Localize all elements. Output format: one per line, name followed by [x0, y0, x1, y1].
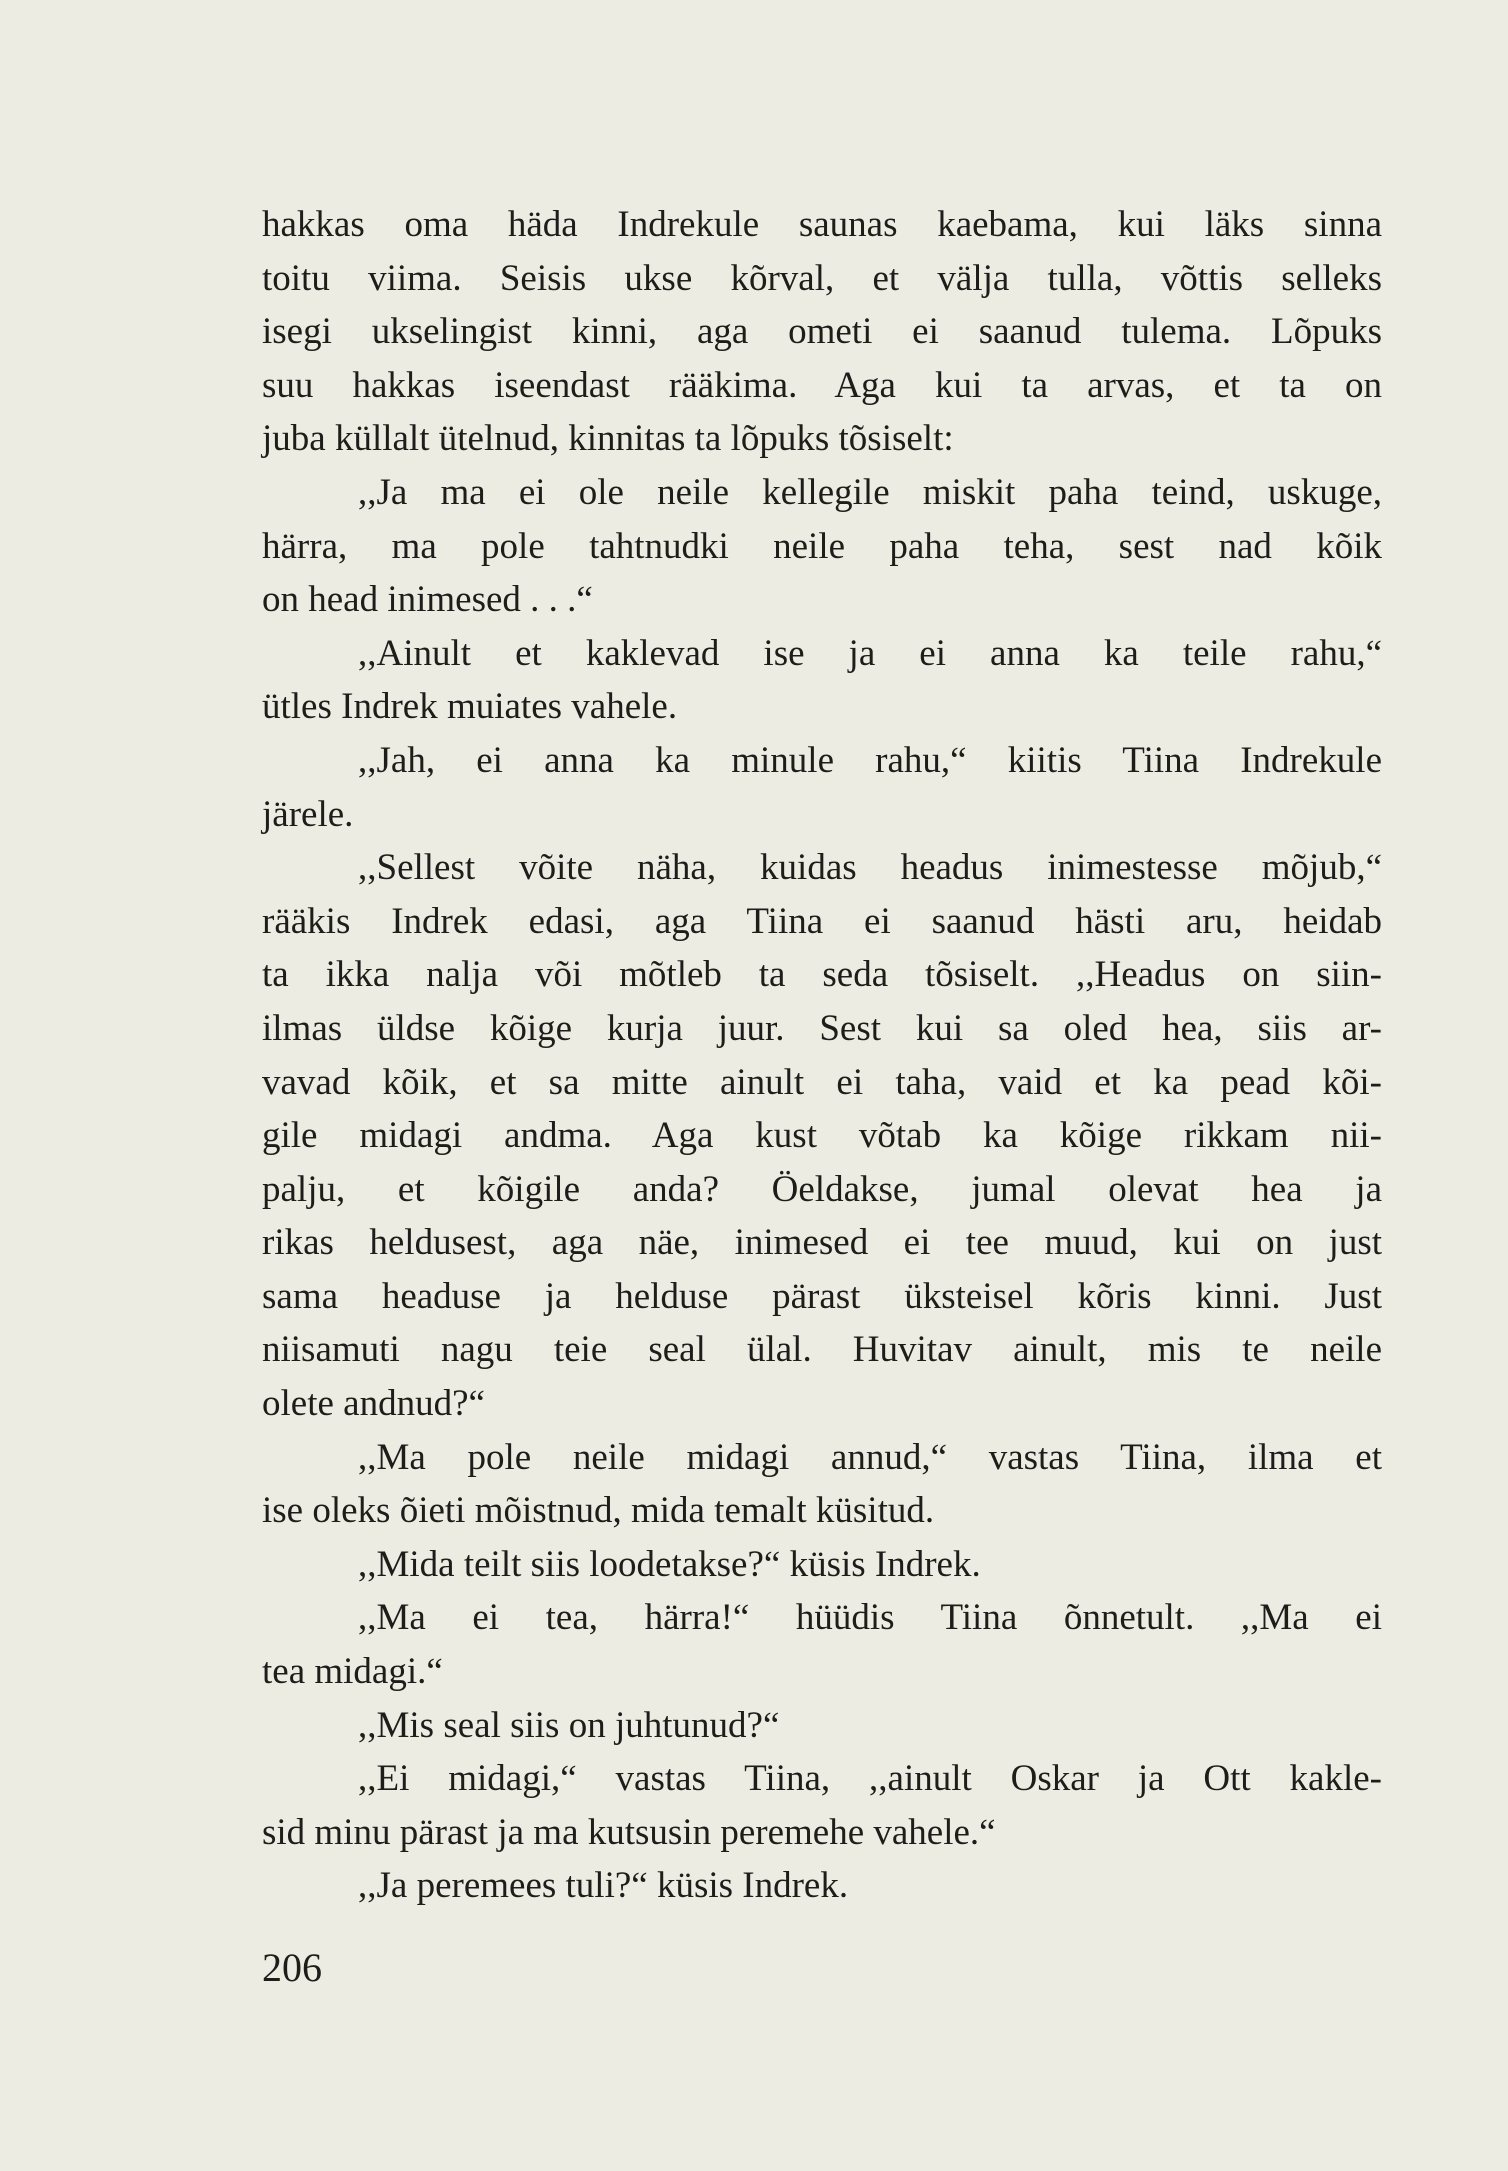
text-line: gile midagi andma. Aga kust võtab ka kõige rikkam nii-: [262, 1115, 1382, 1157]
text-line: ,,Ei midagi,“ vastas Tiina, ,,ainult Oskar ja Ott kakle-: [358, 1758, 1382, 1800]
text-line: ilmas üldse kõige kurja juur. Sest kui sa oled hea, siis ar-: [262, 1007, 1382, 1049]
text-line: ,,Ja ma ei ole neile kellegile miskit paha teind, uskuge,: [358, 471, 1382, 513]
text-line: hakkas oma häda Indrekule saunas kaebama, kui läks sinna: [262, 204, 1382, 245]
text-line: vavad kõik, et sa mitte ainult ei taha, vaid et ka pead kõi-: [262, 1061, 1382, 1103]
text-line: sid minu pärast ja ma kutsusin peremehe vahele.“: [262, 1811, 996, 1853]
text-line: ,,Mis seal siis on juhtunud?“: [358, 1704, 780, 1746]
text-line: ütles Indrek muiates vahele.: [262, 686, 678, 728]
text-line: niisamuti nagu teie seal ülal. Huvitav ainult, mis te neile: [262, 1329, 1382, 1371]
text-line: ,,Ja peremees tuli?“ küsis Indrek.: [358, 1865, 849, 1907]
text-line: ,,Jah, ei anna ka minule rahu,“ kiitis Tiina Indrekule: [358, 739, 1382, 781]
text-line: tea midagi.“: [262, 1651, 443, 1693]
text-line: ,,Ainult et kaklevad ise ja ei anna ka teile rahu,“: [358, 632, 1382, 674]
text-line: on head inimesed . . .“: [262, 579, 593, 621]
text-line: palju, et kõigile anda? Öeldakse, jumal olevat hea ja: [262, 1168, 1382, 1210]
text-line: isegi ukselingist kinni, aga ometi ei saanud tulema. Lõpuks: [262, 311, 1382, 353]
text-line: ,,Sellest võite näha, kuidas headus inimestesse mõjub,“: [358, 847, 1382, 889]
text-line: ,,Ma ei tea, härra!“ hüüdis Tiina õnnetult. ,,Ma ei: [358, 1597, 1382, 1639]
text-line: järele.: [262, 793, 354, 835]
text-line: olete andnud?“: [262, 1383, 485, 1425]
text-line: rikas heldusest, aga näe, inimesed ei tee muud, kui on just: [262, 1222, 1382, 1264]
text-line: ise oleks õieti mõistnud, mida temalt küsitud.: [262, 1490, 935, 1532]
body-text: [262, 198, 1382, 1913]
text-line: juba küllalt ütelnud, kinnitas ta lõpuks tõsiselt:: [262, 418, 954, 460]
text-line: ,,Ma pole neile midagi annud,“ vastas Tiina, ilma et: [358, 1436, 1382, 1478]
text-line: toitu viima. Seisis ukse kõrval, et välja tulla, võttis selleks: [262, 257, 1382, 299]
text-line: suu hakkas iseendast rääkima. Aga kui ta arvas, et ta on: [262, 364, 1382, 406]
text-line: ,,Mida teilt siis loodetakse?“ küsis Indrek.: [358, 1543, 981, 1585]
page-number: 206: [262, 1945, 322, 1990]
text-line: sama headuse ja helduse pärast üksteisel kõris kinni. Just: [262, 1275, 1382, 1317]
text-line: rääkis Indrek edasi, aga Tiina ei saanud hästi aru, heidab: [262, 900, 1382, 942]
text-line: härra, ma pole tahtnudki neile paha teha, sest nad kõik: [262, 525, 1382, 567]
text-line: ta ikka nalja või mõtleb ta seda tõsiselt. ,,Headus on siin-: [262, 954, 1382, 996]
